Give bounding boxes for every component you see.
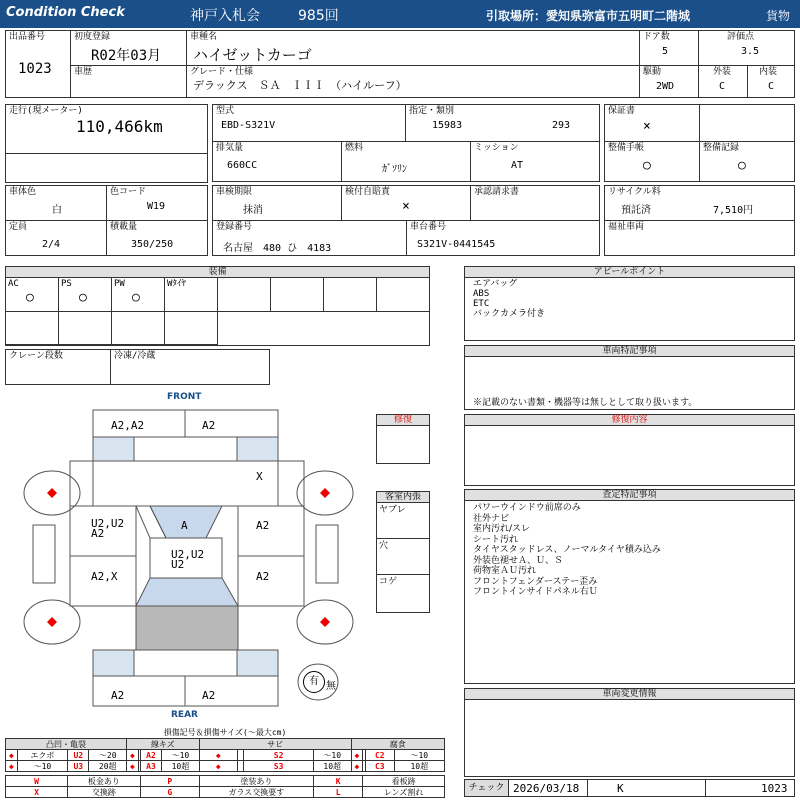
legend-cell: U2 <box>68 750 89 761</box>
footer-lot: 1023 <box>761 782 788 795</box>
inspection-panel <box>464 489 795 684</box>
damage-hood: A <box>181 519 188 532</box>
body-color: 白 <box>52 205 62 216</box>
interior-cell <box>747 65 795 98</box>
damage-front-left: A2,A2 <box>111 419 145 432</box>
type-cell <box>212 104 406 142</box>
recycle-cell <box>604 185 795 221</box>
type-label: 型式 <box>216 106 235 116</box>
legend-cell: 〜10 <box>313 750 351 761</box>
inspection-line: 外装色褪せＡ、Ｕ、Ｓ <box>473 555 564 566</box>
fuel-cell <box>341 141 471 182</box>
rear-label: REAR <box>171 710 198 720</box>
drive-cell <box>639 65 699 98</box>
record-cell <box>699 141 795 182</box>
legend-code-desc: レンズ割れ <box>363 787 445 798</box>
spare-none: 無 <box>326 681 336 692</box>
mileage-cell <box>5 104 208 154</box>
crane-cell <box>5 349 111 385</box>
color-code-label: 色コード <box>110 187 147 197</box>
equip-wtire-label: Wﾀｲﾔ <box>167 279 186 289</box>
damage-roof: U2,U2 U2 <box>171 548 205 571</box>
legend-diamond-icon: ◆ <box>351 761 363 772</box>
liability: × <box>402 199 410 214</box>
interior-label: 内装 <box>759 67 778 77</box>
damage-door-left: U2,U2 A2 <box>91 517 125 540</box>
designation-cell <box>405 104 600 142</box>
first-reg: R02年03月 <box>91 48 162 64</box>
mission-label: ミッション <box>474 143 519 153</box>
footer-bar <box>464 779 795 797</box>
equip-empty-8 <box>165 312 218 345</box>
approval-cell <box>470 185 600 221</box>
inspection-line: タイヤスタッドレス、ノーマルタイヤ積み込み <box>473 545 661 555</box>
model-label: 車種名 <box>190 32 218 42</box>
cabin-title: 客室内張 <box>377 492 429 503</box>
inspection-line: 室内汚れ/スレ <box>473 524 531 534</box>
capacity: 2/4 <box>42 239 61 250</box>
doors-label: ドア数 <box>643 32 670 42</box>
color-code: W19 <box>147 201 166 212</box>
equip-pw <box>112 278 165 312</box>
appeal-line: エアバッグ <box>473 279 518 289</box>
legend-group: 腐食 <box>351 739 444 750</box>
warranty-blank-cell <box>699 104 795 142</box>
damage-rear-right: A2 <box>202 689 216 702</box>
crane-label: クレーン段数 <box>9 351 63 361</box>
legend-code: X <box>6 787 68 798</box>
color-code-cell <box>106 185 208 221</box>
manual: ○ <box>643 158 651 173</box>
load-label: 積載量 <box>110 222 138 232</box>
legend-cell: 〜10 <box>162 750 200 761</box>
damage-front-right: A2 <box>202 419 216 432</box>
plate: 名古屋 480 ひ 4183 <box>223 243 332 254</box>
header-bar <box>0 0 800 28</box>
change-panel <box>464 688 795 777</box>
legend-code: P <box>140 776 199 787</box>
inspection-list <box>473 503 661 598</box>
legend <box>5 728 445 798</box>
doors-cell <box>639 30 699 66</box>
logo: Condition Check <box>6 5 125 20</box>
legend-code: K <box>313 776 362 787</box>
legend-code-desc: 板金あり <box>68 776 141 787</box>
equip-empty-1 <box>218 278 271 312</box>
inspection-title: 査定特記事項 <box>465 490 794 501</box>
mission-cell <box>470 141 600 182</box>
inspection-line: フロントフェンダーステー歪み <box>473 576 598 587</box>
type: EBD-S321V <box>221 120 276 131</box>
legend-row <box>6 750 445 761</box>
designation-a: 15983 <box>432 120 463 131</box>
equip-ac-mark: ○ <box>26 290 34 305</box>
grade-cell <box>186 65 640 98</box>
exterior-label: 外装 <box>713 67 732 77</box>
damage-top-right: X <box>256 470 263 483</box>
first-reg-cell <box>70 30 187 66</box>
appeal-list <box>473 279 545 319</box>
inspection-line: パワーウインドウ前席のみ <box>473 503 581 513</box>
designation-b: 293 <box>552 120 571 131</box>
grade: デラックス ＳＡ ＩＩＩ （ハイルーフ） <box>193 79 407 92</box>
equip-empty-6 <box>59 312 112 345</box>
approval-label: 承認請求書 <box>474 187 520 197</box>
legend-diamond-icon: ◆ <box>6 750 18 761</box>
cabin-row-label: コゲ <box>379 577 398 587</box>
special-note: ※記載のない書類・機器等は無しとして取り扱います。 <box>473 398 698 408</box>
equip-ac-label: AC <box>8 279 19 289</box>
manual-cell <box>604 141 700 182</box>
equipment-title: 装備 <box>6 267 429 278</box>
repair-side-label: 修復 <box>377 415 429 426</box>
fridge-label: 冷凍/冷蔵 <box>114 351 156 361</box>
repair-panel <box>464 414 795 486</box>
equip-ps-mark: ○ <box>79 290 87 305</box>
score-cell <box>698 30 795 66</box>
legend-row <box>6 761 445 772</box>
history-label: 車歴 <box>74 67 93 77</box>
manual-label: 整備手帳 <box>608 143 645 153</box>
legend-code-desc: 交換跡 <box>68 787 141 798</box>
appeal-line: バックカメラ付き <box>473 309 546 319</box>
mileage-label: 走行(現メーター) <box>9 106 83 116</box>
legend-diamond-icon: ◆ <box>199 761 237 772</box>
legend-group: 線キズ <box>127 739 200 750</box>
warranty-cell <box>604 104 700 142</box>
fridge-cell <box>110 349 270 385</box>
equip-ac <box>6 278 59 312</box>
body-color-cell <box>5 185 107 221</box>
inspection-line: 荷物室ＡＵ汚れ <box>473 566 537 576</box>
damage-rear-door-left: A2,X <box>91 570 118 583</box>
legend-code-desc: ガラス交換要す <box>199 787 313 798</box>
displacement-cell <box>212 141 342 182</box>
equip-pw-mark: ○ <box>132 290 140 305</box>
repair-side-cell <box>376 414 430 464</box>
doors: 5 <box>662 46 669 57</box>
cabin-row-hole <box>377 539 429 575</box>
legend-group-row <box>6 739 445 750</box>
fuel: ｶﾞｿﾘﾝ <box>382 164 407 175</box>
liability-cell <box>341 185 471 221</box>
mileage: 110,466km <box>76 117 163 136</box>
recycle-label: リサイクル料 <box>608 187 661 197</box>
displacement-label: 排気量 <box>216 143 244 153</box>
score-label: 評価点 <box>727 32 755 42</box>
check-date: 2026/03/18 <box>513 782 580 795</box>
auction-name: 神戸入札会 <box>190 8 260 24</box>
appeal-line: ETC <box>473 299 490 309</box>
legend-cell: エクボ <box>17 750 67 761</box>
legend-cell: 10超 <box>162 761 200 772</box>
exterior: C <box>719 81 726 92</box>
warranty-label: 保証書 <box>608 106 636 116</box>
capacity-label: 定員 <box>9 222 28 232</box>
legend-code-desc: 看板跡 <box>363 776 445 787</box>
cabin-row-label: ヤブレ <box>379 505 406 515</box>
model-name: ハイゼットカーゴ <box>193 46 312 64</box>
chassis-cell <box>406 220 600 256</box>
vehicle-category: 貨物 <box>766 9 791 23</box>
spare-present: 有 <box>303 671 325 693</box>
body-color-label: 車体色 <box>9 187 37 197</box>
car-diagram <box>0 388 376 723</box>
equip-empty-7 <box>112 312 165 345</box>
legend-cell: U3 <box>68 761 89 772</box>
legend-cell: 10超 <box>394 761 444 772</box>
cabin-row-label: 穴 <box>379 541 389 551</box>
legend-cell: A3 <box>140 761 161 772</box>
legend-code-desc: 塗装あり <box>199 776 313 787</box>
score: 3.5 <box>741 46 760 57</box>
legend-diamond-icon: ◆ <box>127 750 139 761</box>
welfare-label: 福祉車両 <box>608 222 645 232</box>
change-title: 車両変更情報 <box>465 689 794 700</box>
damage-door-right: A2 <box>256 519 270 532</box>
legend-cell: 〜20 <box>89 750 127 761</box>
legend-diamond-icon: ◆ <box>6 761 18 772</box>
mileage-blank-cell <box>5 153 208 183</box>
exterior-cell <box>698 65 748 98</box>
check-mark: K <box>617 782 624 795</box>
damage-rear-door-right: A2 <box>256 570 270 583</box>
load-cell <box>106 220 208 256</box>
drive-label: 駆動 <box>643 67 662 77</box>
displacement: 660CC <box>227 160 258 171</box>
special-title: 車両特記事項 <box>465 346 794 357</box>
lot-number: 1023 <box>18 61 52 77</box>
legend-code: L <box>313 787 362 798</box>
designation-label: 指定・類別 <box>409 106 455 116</box>
legend-group: サビ <box>199 739 351 750</box>
plate-cell <box>212 220 407 256</box>
appeal-line: ABS <box>473 289 490 299</box>
recycle-fee: 7,510円 <box>713 205 754 216</box>
capacity-cell <box>5 220 107 256</box>
equip-empty-4 <box>377 278 429 312</box>
inspection-line: フロントインサイドパネル右Ｕ <box>473 587 598 597</box>
grade-label: グレード・仕様 <box>190 67 254 77</box>
legend-cell: C2 <box>365 750 394 761</box>
drive: 2WD <box>656 81 675 92</box>
equip-ps <box>59 278 112 312</box>
inspection: 抹消 <box>243 205 263 216</box>
equip-empty-3 <box>324 278 377 312</box>
chassis: S321V-0441545 <box>417 239 496 250</box>
legend-cell: C3 <box>365 761 394 772</box>
lot-label: 出品番号 <box>9 32 46 42</box>
load: 350/250 <box>131 239 174 250</box>
special-panel <box>464 345 795 410</box>
equip-ps-label: PS <box>61 279 72 289</box>
inspection-label: 車検期限 <box>216 187 253 197</box>
first-reg-label: 初度登録 <box>74 32 111 42</box>
legend-code-row <box>6 776 445 787</box>
inspection-line: 社外ナビ <box>473 513 510 524</box>
plate-label: 登録番号 <box>216 222 253 232</box>
welfare-cell <box>604 220 795 256</box>
legend-cell: S3 <box>244 761 314 772</box>
cabin-row-tear <box>377 503 429 539</box>
auction-session: 985回 <box>298 8 339 24</box>
legend-code: G <box>140 787 199 798</box>
legend-diamond-icon: ◆ <box>351 750 363 761</box>
warranty: × <box>643 119 651 134</box>
damage-rear-left: A2 <box>111 689 125 702</box>
equip-pw-label: PW <box>114 279 125 289</box>
equip-wtire <box>165 278 218 312</box>
equip-empty-2 <box>271 278 324 312</box>
repair-title: 修復内容 <box>465 415 794 426</box>
interior: C <box>768 81 775 92</box>
legend-cell: S2 <box>244 750 314 761</box>
model-cell <box>186 30 640 66</box>
lot-cell <box>5 30 71 98</box>
front-label: FRONT <box>167 392 202 402</box>
record-label: 整備記録 <box>703 143 740 153</box>
legend-diamond-icon: ◆ <box>127 761 139 772</box>
history-cell <box>70 65 187 98</box>
mission: AT <box>511 160 524 171</box>
equipment-panel <box>5 266 430 346</box>
legend-table <box>5 738 445 798</box>
appeal-panel <box>464 266 795 341</box>
liability-label: 検付自賠責 <box>345 187 391 197</box>
legend-cell: 20超 <box>89 761 127 772</box>
legend-cell: A2 <box>140 750 161 761</box>
equip-empty-5 <box>6 312 59 345</box>
legend-code: W <box>6 776 68 787</box>
inspection-line: シート汚れ <box>473 534 519 545</box>
cabin-row-burn <box>377 575 429 611</box>
appeal-title: アピールポイント <box>465 267 794 278</box>
legend-cell: 10超 <box>313 761 351 772</box>
record: ○ <box>738 158 746 173</box>
fuel-label: 燃料 <box>345 143 364 153</box>
pickup-location: 引取場所：愛知県弥富市五明町二階城 <box>486 9 691 23</box>
cabin-panel <box>376 491 430 613</box>
legend-cell: 〜10 <box>394 750 444 761</box>
legend-group: 凸凹・亀裂 <box>6 739 127 750</box>
inspection-cell <box>212 185 342 221</box>
legend-diamond-icon: ◆ <box>199 750 237 761</box>
legend-code-row <box>6 787 445 798</box>
legend-cell: 〜10 <box>17 761 67 772</box>
check-label: チェック <box>465 780 509 796</box>
legend-title: 損傷記号＆損傷サイズ(〜最大cm) <box>163 728 287 737</box>
recycle-status: 預託済 <box>621 205 651 216</box>
chassis-label: 車台番号 <box>410 222 447 232</box>
